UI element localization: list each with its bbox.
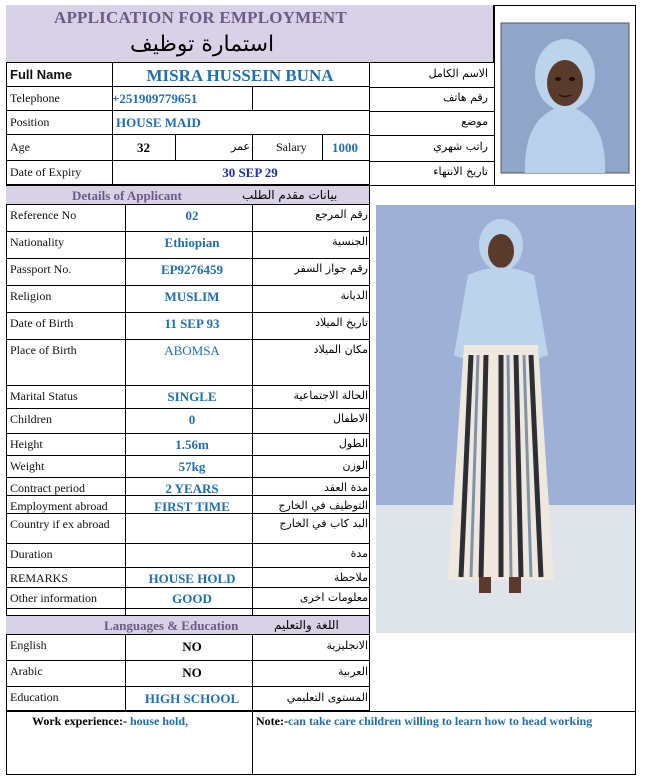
divider	[175, 135, 176, 161]
full-length-photo	[376, 205, 635, 633]
title-banner	[6, 5, 494, 63]
detail-value: MUSLIM	[164, 289, 220, 304]
divider	[125, 205, 126, 615]
detail-arabic-label: الجنسية	[332, 235, 368, 248]
detail-arabic-label: الحالة الاجتماعية	[293, 389, 368, 402]
detail-arabic-label: الديانة	[340, 289, 368, 302]
divider	[6, 711, 636, 712]
detail-label: Passport No.	[10, 262, 72, 276]
detail-value: 0	[188, 412, 196, 427]
form-title-arabic: استمارة توظيف	[130, 32, 275, 57]
age-arabic: عمر	[231, 140, 250, 153]
detail-row	[6, 340, 369, 386]
detail-row	[6, 588, 369, 609]
note-label: Note:-	[256, 714, 288, 728]
details-heading: Details of Applicant	[72, 188, 182, 203]
detail-value: HOUSE HOLD	[148, 571, 236, 586]
detail-value: 57kg	[178, 459, 206, 474]
detail-arabic-label: رقم المرجع	[315, 208, 368, 221]
detail-arabic-label: مكان الميلاد	[313, 343, 368, 356]
detail-label: Country if ex abroad	[10, 517, 110, 531]
divider	[369, 111, 494, 112]
detail-label: Employment abroad	[10, 499, 108, 513]
detail-row	[6, 496, 369, 514]
detail-row	[6, 232, 369, 259]
detail-arabic-label: الاطفال	[333, 412, 368, 425]
detail-arabic-label: مدة العقد	[324, 481, 368, 494]
language-label: Arabic	[10, 664, 43, 678]
detail-row	[6, 286, 369, 313]
language-label: Education	[10, 690, 59, 704]
work-experience-value: house hold,	[129, 714, 188, 728]
detail-value: 2 YEARS	[165, 481, 219, 496]
detail-row	[6, 259, 369, 286]
portrait-photo	[494, 5, 635, 185]
form-title: APPLICATION FOR EMPLOYMENT	[54, 8, 347, 27]
detail-label: Religion	[10, 289, 52, 303]
divider	[369, 161, 494, 162]
detail-value: Ethiopian	[164, 235, 220, 250]
detail-value: 11 SEP 93	[164, 316, 220, 331]
detail-arabic-label: الطول	[338, 437, 368, 450]
detail-row	[6, 478, 369, 496]
expiry-label: Date of Expiry	[10, 165, 82, 179]
detail-value: FIRST TIME	[154, 499, 230, 514]
divider	[252, 635, 253, 711]
language-label: English	[10, 638, 47, 652]
detail-label: Weight	[10, 459, 45, 473]
position-value: HOUSE MAID	[116, 115, 201, 130]
expiry-row	[6, 161, 369, 185]
detail-value: 02	[185, 208, 199, 223]
detail-label: Other information	[10, 591, 97, 605]
language-value: HIGH SCHOOL	[144, 691, 240, 706]
detail-arabic-label: ملاحظة	[333, 571, 368, 584]
divider	[252, 135, 253, 161]
divider	[252, 205, 253, 615]
detail-arabic-label: معلومات اخرى	[299, 591, 368, 604]
language-row	[6, 687, 369, 711]
detail-label: Contract period	[10, 481, 85, 495]
telephone-label: Telephone	[10, 91, 60, 105]
detail-label: Nationality	[10, 235, 64, 249]
divider	[252, 711, 253, 775]
detail-value: ABOMSA	[164, 343, 220, 358]
languages-heading: Languages & Education	[104, 618, 239, 633]
detail-label: Duration	[10, 547, 53, 561]
language-value: NO	[182, 639, 202, 654]
language-value: NO	[182, 665, 202, 680]
divider	[369, 135, 494, 136]
detail-row	[6, 568, 369, 588]
detail-value: SINGLE	[167, 389, 217, 404]
note-value: can take care children willing to learn how to head working	[287, 714, 593, 728]
detail-value: GOOD	[172, 591, 212, 606]
detail-row	[6, 205, 369, 232]
age-value: 32	[137, 140, 150, 155]
detail-arabic-label: مدة	[350, 547, 368, 560]
full-name-label: Full Name	[10, 67, 73, 82]
note	[256, 714, 634, 729]
detail-value: 1.56m	[175, 437, 209, 452]
language-row	[6, 661, 369, 687]
languages-section-header	[6, 615, 369, 635]
language-arabic-label: العربية	[337, 665, 368, 678]
position-arabic: موضع	[461, 115, 488, 128]
languages-heading-arabic: اللغة والتعليم	[274, 618, 339, 632]
detail-row	[6, 514, 369, 544]
detail-arabic-label: البد كاب في الخارج	[279, 517, 368, 530]
work-experience	[32, 714, 188, 729]
full-name-arabic: الاسم الكامل	[428, 67, 488, 80]
detail-arabic-label: تاريخ الميلاد	[315, 316, 368, 329]
work-experience-label: Work experience:-	[32, 714, 127, 728]
language-arabic-label: الانجليزية	[326, 639, 368, 652]
detail-value: EP9276459	[160, 262, 224, 277]
detail-label: Place of Birth	[10, 343, 77, 357]
detail-arabic-label: التوظيف في الخارج	[278, 499, 368, 512]
telephone-value: +251909779651	[112, 91, 198, 106]
divider	[252, 87, 253, 111]
detail-row	[6, 313, 369, 340]
expiry-arabic: تاريخ الانتهاء	[433, 165, 488, 178]
salary-arabic: راتب شهري	[433, 140, 488, 153]
divider	[369, 87, 494, 88]
detail-label: Marital Status	[10, 389, 78, 403]
divider	[369, 185, 636, 186]
salary-value: 1000	[332, 140, 358, 155]
language-row	[6, 635, 369, 661]
age-salary-row	[6, 135, 369, 161]
detail-row	[6, 386, 369, 409]
detail-arabic-label: رقم جواز السفر	[294, 262, 368, 275]
detail-label: Reference No	[10, 208, 77, 222]
detail-label: REMARKS	[10, 571, 69, 585]
divider	[322, 135, 323, 161]
detail-row	[6, 456, 369, 478]
detail-row	[6, 544, 369, 568]
divider	[369, 63, 370, 185]
detail-label: Height	[10, 437, 43, 451]
telephone-arabic: رقم هاتف	[443, 91, 488, 104]
language-arabic-label: المستوى التعليمي	[286, 691, 368, 704]
age-label: Age	[10, 140, 30, 154]
details-section-header	[6, 185, 369, 205]
divider	[112, 63, 113, 185]
details-heading-arabic: بيانات مقدم الطلب	[242, 188, 338, 202]
full-name-value: MISRA HUSSEIN BUNA	[146, 66, 334, 85]
detail-arabic-label: الوزن	[342, 459, 368, 472]
position-label: Position	[10, 115, 50, 129]
detail-row	[6, 434, 369, 456]
detail-row	[6, 409, 369, 434]
expiry-value: 30 SEP 29	[222, 165, 278, 180]
detail-label: Date of Birth	[10, 316, 74, 330]
salary-label: Salary	[276, 140, 307, 154]
divider	[369, 185, 370, 711]
detail-label: Children	[10, 412, 52, 426]
divider	[125, 635, 126, 711]
